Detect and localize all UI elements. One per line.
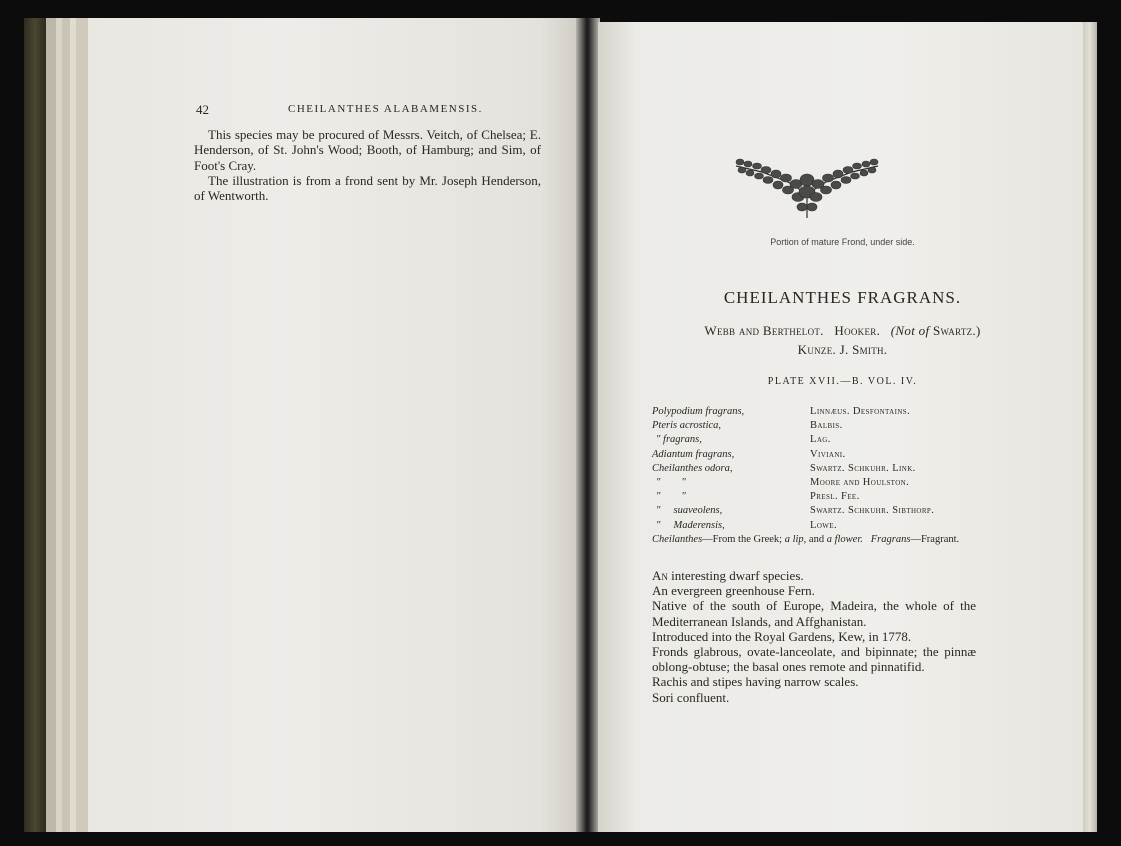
description-line: Sori confluent. (652, 689, 730, 705)
synonym-name: " " (656, 491, 686, 503)
left-paragraph-1: This species may be procured of Messrs. Veitch, of Chelsea; E. Henderson, of St. John's Wood; Booth, of Hamburg; and Sim, of Foot's Cray. (194, 127, 541, 173)
etymology-text: —From the Greek; (702, 534, 783, 545)
description-line (652, 568, 976, 583)
synonym-authority: Moore and Houlston. (810, 476, 910, 488)
etymology-text: and (808, 534, 825, 545)
authority-part: Webb and Berthelot. (704, 323, 824, 338)
description-line: Introduced into the Royal Gardens, Kew, in 1778. (652, 628, 912, 644)
synonym-row (652, 504, 982, 518)
synonym-name: " fragrans, (656, 434, 702, 446)
description-line: Native of the south of Europe, Madeira, the whole of the Mediterranean Islands, and Affghanistan. (652, 598, 976, 629)
etymology-text: a lip, (784, 534, 807, 545)
synonymy-list (652, 405, 982, 533)
synonym-name: Pteris acrostica, (652, 420, 722, 432)
etymology-word: Fragrans (870, 534, 911, 545)
synonym-row (652, 433, 982, 447)
left-paragraph-2: The illustration is from a frond sent by Mr. Joseph Henderson, of Wentworth. (194, 173, 541, 204)
species-description (652, 568, 976, 705)
synonym-name: " Maderensis, (656, 519, 725, 531)
description-line: An evergreen greenhouse Fern. (652, 583, 815, 599)
authority-part: (Not of (890, 323, 930, 338)
synonym-authority: Lowe. (810, 519, 837, 531)
etymology-text: a flower. (826, 534, 863, 545)
description-lead-word: An (652, 568, 668, 583)
description-line: Fronds glabrous, ovate-lanceolate, and bipinnate; the pinnæ oblong-obtuse; the basal ones remote and pinnatifid. (652, 644, 976, 675)
synonym-name: " suaveolens, (656, 505, 723, 517)
figure-caption: Portion of mature Frond, under side. (770, 237, 915, 247)
synonym-row (652, 476, 982, 490)
page-stack-edge (76, 18, 88, 832)
synonym-authority: Presl. Fee. (810, 491, 860, 503)
authority-part: Hooker. (834, 323, 881, 338)
synonym-row (652, 405, 982, 419)
book-gutter (576, 18, 600, 832)
synonym-name: Polypodium fragrans, (652, 406, 745, 417)
running-head: CHEILANTHES ALABAMENSIS. (288, 103, 483, 115)
fern-frond-illustration (732, 152, 882, 222)
etymology-line (652, 534, 974, 545)
synonym-row (652, 419, 982, 433)
description-text: interesting dwarf species. (671, 568, 804, 583)
species-title: CHEILANTHES FRAGRANS. (723, 288, 962, 307)
plate-reference: PLATE XVII.—B. VOL. IV. (767, 376, 918, 387)
book-spine-edge (24, 18, 46, 832)
synonym-authority: Swartz. Schkuhr. Link. (810, 462, 916, 474)
page-stack-edge (62, 18, 70, 832)
synonym-authority: Balbis. (810, 420, 843, 432)
page-number: 42 (196, 102, 209, 117)
page-stack-edge (46, 18, 56, 832)
synonym-name: " " (656, 476, 686, 488)
right-page-edge (1083, 22, 1097, 832)
synonym-authority: Swartz. Schkuhr. Sibthorp. (810, 505, 935, 517)
description-line: Rachis and stipes having narrow scales. (652, 674, 859, 690)
etymology-word: Cheilanthes (652, 534, 703, 545)
synonym-row (652, 448, 982, 462)
synonym-authority: Viviani. (810, 448, 846, 460)
synonym-row (652, 519, 982, 533)
synonym-authority: Lag. (810, 434, 831, 446)
authority-line-2: Kunze. J. Smith. (797, 342, 888, 357)
synonym-name: Cheilanthes odora, (652, 462, 733, 474)
etymology-text: —Fragrant. (910, 534, 960, 545)
synonym-authority: Linnæus. Desfontains. (810, 406, 911, 417)
synonym-row (652, 462, 982, 476)
authority-line-1 (600, 323, 1085, 339)
synonym-row (652, 490, 982, 504)
authority-part: Swartz.) (932, 323, 981, 338)
synonym-name: Adiantum fragrans, (652, 448, 735, 460)
